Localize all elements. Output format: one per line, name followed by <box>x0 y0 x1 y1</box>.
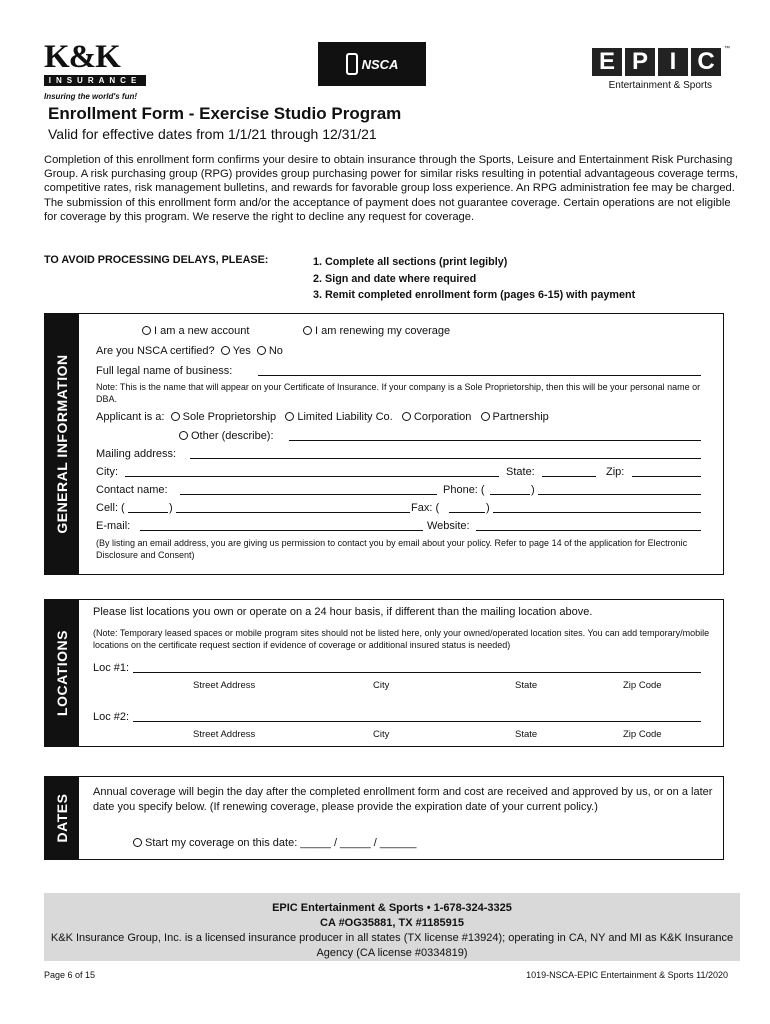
section-label: GENERAL INFORMATION <box>54 354 70 534</box>
footer-contact: EPIC Entertainment & Sports • 1-678-324-3325 <box>272 902 512 914</box>
trademark-symbol: ™ <box>724 46 730 52</box>
cell-close-paren: ) <box>169 502 173 514</box>
fax-area-code-field[interactable] <box>449 512 485 513</box>
street-address-caption: Street Address <box>193 729 256 740</box>
phone-close-paren: ) <box>531 484 535 496</box>
epic-letter: C <box>691 48 721 76</box>
fax-close-paren: ) <box>486 502 490 514</box>
epic-letter: E <box>592 48 622 76</box>
epic-letter: P <box>625 48 655 76</box>
section-sidebar <box>45 600 79 746</box>
other-type-option[interactable] <box>179 430 274 442</box>
section-sidebar <box>45 777 79 859</box>
radio-icon[interactable] <box>133 838 142 847</box>
locations-section <box>44 599 724 747</box>
zip-field[interactable] <box>632 476 701 477</box>
fax-number-field[interactable] <box>493 512 701 513</box>
nsca-figure-icon <box>346 53 358 75</box>
page-subtitle: Valid for effective dates from 1/1/21 through 12/31/21 <box>48 126 377 142</box>
option-label: I am a new account <box>154 325 250 337</box>
zip-code-caption: Zip Code <box>623 729 662 740</box>
epic-letter: I <box>658 48 688 76</box>
new-account-option[interactable] <box>142 325 249 337</box>
zip-label: Zip: <box>606 466 625 478</box>
radio-icon[interactable] <box>303 326 312 335</box>
locations-instruction: Please list locations you own or operate on a 24 hour basis, if different than the mailing location above. <box>93 606 593 618</box>
email-label: E-mail: <box>96 520 131 532</box>
other-label: Other (describe): <box>191 430 274 442</box>
state-field[interactable] <box>542 476 596 477</box>
email-consent-note: (By listing an email address, you are giving us permission to contact you by email about your policy. Refer to page 14 of the application for Electronic Disclosure and Consent) <box>96 538 688 560</box>
cell-label: Cell: ( <box>96 502 125 514</box>
loc2-label: Loc #2: <box>93 711 130 723</box>
city-label: City: <box>96 466 118 478</box>
epic-letters <box>592 48 726 76</box>
radio-icon[interactable] <box>285 412 294 421</box>
processing-delays-label: TO AVOID PROCESSING DELAYS, PLEASE: <box>44 254 269 266</box>
applicant-label: Applicant is a: <box>96 411 165 423</box>
loc2-field[interactable] <box>133 721 701 722</box>
phone-label: Phone: ( <box>443 484 485 496</box>
other-type-field[interactable] <box>289 440 701 441</box>
type-label: Corporation <box>413 411 472 423</box>
state-caption: State <box>515 729 538 740</box>
city-caption: City <box>373 729 390 740</box>
locations-note: (Note: Temporary leased spaces or mobile program sites should not be listed here, only your owned/operated location sites. You can add temporary/mobile locations on the certificate request section if evidence of coverage or additional insured status is needed) <box>93 628 710 650</box>
radio-icon[interactable] <box>257 346 266 355</box>
legal-name-label: Full legal name of business: <box>96 365 233 377</box>
start-coverage-label: Start my coverage on this date: _____ / _____ / ______ <box>145 837 417 849</box>
nsca-logo-text: NSCA <box>361 56 399 72</box>
question-label: Are you NSCA certified? <box>96 345 215 357</box>
loc1-field[interactable] <box>133 672 701 673</box>
step-item: 2. Sign and date where required <box>313 272 477 285</box>
radio-icon[interactable] <box>402 412 411 421</box>
dates-section <box>44 776 724 860</box>
radio-icon[interactable] <box>142 326 151 335</box>
nsca-logo <box>318 42 426 86</box>
radio-icon[interactable] <box>481 412 490 421</box>
yes-label: Yes <box>232 345 251 357</box>
mailing-address-field[interactable] <box>190 458 701 459</box>
footer-license-statement: K&K Insurance Group, Inc. is a licensed insurance producer in all states (TX license #13924); operating in CA, NY and MI as K&K Insurance Agency (CA license #0334819) <box>50 932 734 959</box>
section-label: DATES <box>54 793 70 843</box>
cell-area-code-field[interactable] <box>128 512 168 513</box>
legal-name-note: Note: This is the name that will appear on your Certificate of Insurance. If your company is a Sole Proprietorship, then this will be your personal name or DBA. <box>96 382 701 404</box>
street-address-caption: Street Address <box>193 680 256 691</box>
step-item: 3. Remit completed enrollment form (pages 6-15) with payment <box>313 289 636 302</box>
applicant-type-row <box>96 411 549 423</box>
kk-logo-bar: INSURANCE <box>44 75 146 86</box>
type-label: Limited Liability Co. <box>297 411 393 423</box>
radio-icon[interactable] <box>171 412 180 421</box>
processing-steps <box>313 254 635 304</box>
footer-licenses: CA #OG35881, TX #1185915 <box>320 917 464 929</box>
section-label: LOCATIONS <box>54 630 70 716</box>
intro-paragraph: Completion of this enrollment form confirms your desire to obtain insurance through the Sports, Leisure and Entertainment Risk Purchasing Group. A risk purchasing group (RPG) provides group purchasing power for similar risks resulting in potential advantageous coverage terms, competitive rates, risk management bulletins, and rewards for favorable group loss experience. An RPG administration fee may be charged. The submission of this enrollment form and/or the acceptance of payment does not guarantee coverage. Certain operations are not eligible for coverage by this program. We reserve the right to decline any request for coverage. <box>44 154 738 223</box>
page-number: Page 6 of 15 <box>44 970 96 980</box>
kk-insurance-logo <box>44 40 146 101</box>
phone-number-field[interactable] <box>538 494 701 495</box>
footer-box <box>44 893 740 961</box>
contact-name-label: Contact name: <box>96 484 168 496</box>
epic-logo <box>592 46 730 91</box>
legal-name-field[interactable] <box>258 375 701 376</box>
website-label: Website: <box>427 520 470 532</box>
document-id: 1019-NSCA-EPIC Entertainment & Sports 11/2020 <box>526 970 728 980</box>
kk-tagline: Insuring the world's fun! <box>44 92 138 101</box>
loc1-label: Loc #1: <box>93 662 130 674</box>
renewing-option[interactable] <box>303 325 450 337</box>
general-information-section <box>44 313 724 575</box>
contact-name-field[interactable] <box>180 494 437 495</box>
zip-code-caption: Zip Code <box>623 680 662 691</box>
dates-description: Annual coverage will begin the day after the completed enrollment form and cost are received and approved by us, or on a later date you specify below. (If renewing coverage, please provide the expiration date of your current policy.) <box>93 786 713 813</box>
type-label: Sole Proprietorship <box>182 411 277 423</box>
page-title: Enrollment Form - Exercise Studio Program <box>48 104 402 123</box>
type-label: Partnership <box>492 411 549 423</box>
step-item: 1. Complete all sections (print legibly) <box>313 256 508 268</box>
nsca-certified-question <box>96 345 283 357</box>
mailing-address-label: Mailing address: <box>96 448 177 460</box>
epic-subtitle: Entertainment & Sports <box>608 80 712 91</box>
state-caption: State <box>515 680 538 691</box>
cell-number-field[interactable] <box>176 512 410 513</box>
fax-label: Fax: ( <box>411 502 440 514</box>
option-label: I am renewing my coverage <box>315 325 451 337</box>
start-coverage-option[interactable] <box>133 837 417 849</box>
kk-logo-mark: K&K <box>44 39 120 75</box>
no-label: No <box>268 345 283 357</box>
city-caption: City <box>373 680 390 691</box>
radio-icon[interactable] <box>221 346 230 355</box>
phone-area-code-field[interactable] <box>490 494 530 495</box>
email-field[interactable] <box>140 530 423 531</box>
website-field[interactable] <box>476 530 701 531</box>
state-label: State: <box>506 466 535 478</box>
section-sidebar <box>45 314 79 574</box>
city-field[interactable] <box>125 476 499 477</box>
radio-icon[interactable] <box>179 431 188 440</box>
